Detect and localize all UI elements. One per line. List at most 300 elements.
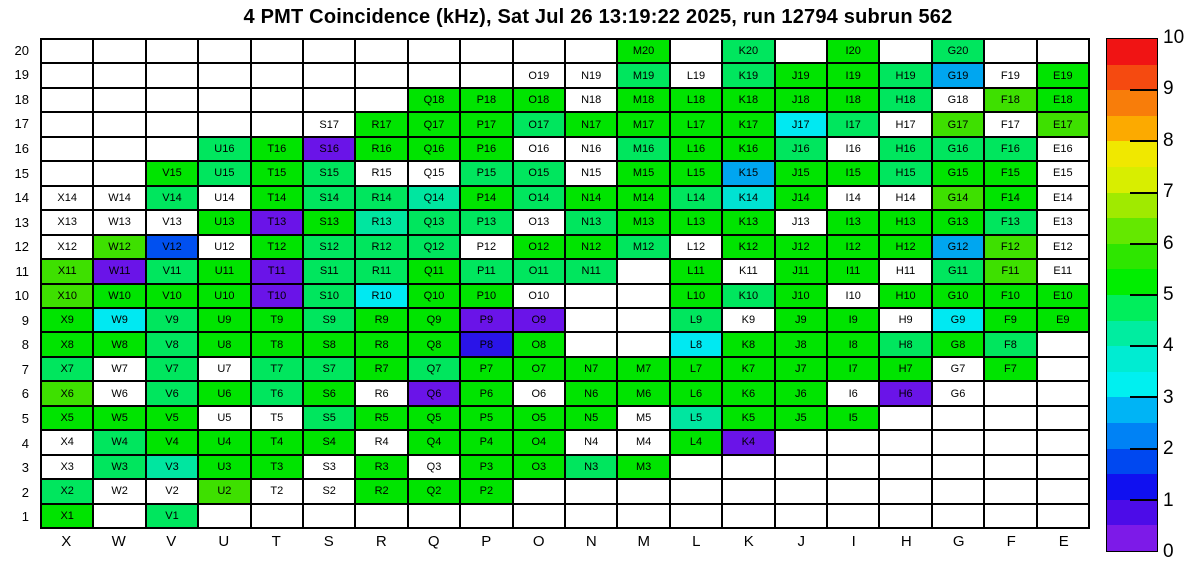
heatmap-cell: V12 — [146, 235, 198, 259]
heatmap-cell: S9 — [303, 308, 355, 332]
heatmap-cell: K18 — [722, 88, 774, 112]
heatmap-cell: T12 — [251, 235, 303, 259]
heatmap-cell: I8 — [827, 332, 879, 356]
heatmap-cell: R12 — [355, 235, 407, 259]
heatmap-cell: S10 — [303, 284, 355, 308]
heatmap-cell — [355, 504, 407, 528]
column-label: S — [323, 533, 334, 550]
heatmap-cell: Q6 — [408, 381, 460, 405]
heatmap-cell — [932, 430, 984, 454]
heatmap-cell: S12 — [303, 235, 355, 259]
heatmap-cell: Q12 — [408, 235, 460, 259]
heatmap-cell: F16 — [984, 137, 1036, 161]
heatmap-cell: F9 — [984, 308, 1036, 332]
heatmap-cell — [670, 479, 722, 503]
heatmap-cell: H15 — [879, 161, 931, 185]
heatmap-cell: J19 — [775, 63, 827, 87]
heatmap-cell: W2 — [93, 479, 145, 503]
heatmap-cell: X2 — [41, 479, 93, 503]
row-label: 16 — [14, 140, 29, 156]
heatmap-cell: L12 — [670, 235, 722, 259]
heatmap-cell: G19 — [932, 63, 984, 87]
heatmap-cell — [722, 455, 774, 479]
heatmap-cell: S3 — [303, 455, 355, 479]
colorbar-band — [1107, 423, 1157, 449]
heatmap-cell — [408, 504, 460, 528]
heatmap-cell: I6 — [827, 381, 879, 405]
heatmap-cell: Q5 — [408, 406, 460, 430]
heatmap-cell: H13 — [879, 210, 931, 234]
heatmap-cell: P11 — [460, 259, 512, 283]
heatmap-cell: T5 — [251, 406, 303, 430]
heatmap-cell: U13 — [198, 210, 250, 234]
heatmap-cell — [879, 39, 931, 63]
row-label: 6 — [21, 386, 29, 402]
x-axis-labels — [40, 533, 1090, 555]
row-label: 14 — [14, 190, 29, 206]
colorbar-tick — [1130, 396, 1157, 398]
heatmap-cell — [251, 39, 303, 63]
heatmap-cell: I16 — [827, 137, 879, 161]
heatmap-cell — [355, 39, 407, 63]
heatmap-cell: P13 — [460, 210, 512, 234]
heatmap-cell: G13 — [932, 210, 984, 234]
heatmap-cell: P6 — [460, 381, 512, 405]
heatmap-cell: P5 — [460, 406, 512, 430]
heatmap-cell: T8 — [251, 332, 303, 356]
heatmap-cell — [670, 504, 722, 528]
colorbar-band — [1107, 167, 1157, 193]
column-label: X — [61, 533, 72, 550]
heatmap-cell: I14 — [827, 186, 879, 210]
heatmap-cell: L8 — [670, 332, 722, 356]
heatmap-cell — [984, 455, 1036, 479]
heatmap-cell: Q13 — [408, 210, 460, 234]
heatmap-cell: E19 — [1037, 63, 1089, 87]
heatmap-cell — [251, 63, 303, 87]
heatmap-cell: W14 — [93, 186, 145, 210]
heatmap-cell: Q2 — [408, 479, 460, 503]
column-label: Q — [427, 533, 440, 550]
heatmap-cell: V8 — [146, 332, 198, 356]
heatmap-cell: E12 — [1037, 235, 1089, 259]
colorbar-tick — [1130, 345, 1157, 347]
heatmap-cell: N19 — [565, 63, 617, 87]
heatmap-cell — [460, 504, 512, 528]
heatmap-cell: H9 — [879, 308, 931, 332]
heatmap-cell — [41, 39, 93, 63]
heatmap-cell: K10 — [722, 284, 774, 308]
heatmap-cell: O15 — [513, 161, 565, 185]
heatmap-cell — [1037, 504, 1089, 528]
heatmap-cell: J8 — [775, 332, 827, 356]
heatmap-cell: E14 — [1037, 186, 1089, 210]
heatmap-cell: N15 — [565, 161, 617, 185]
heatmap-cell — [1037, 430, 1089, 454]
heatmap-cell: G12 — [932, 235, 984, 259]
heatmap-cell: K5 — [722, 406, 774, 430]
colorbar-band — [1107, 474, 1157, 500]
colorbar-band — [1107, 65, 1157, 91]
heatmap-cell: J14 — [775, 186, 827, 210]
heatmap-cell: R6 — [355, 381, 407, 405]
column-label: G — [952, 533, 965, 550]
heatmap-cell: R13 — [355, 210, 407, 234]
column-label: N — [585, 533, 597, 550]
heatmap-cell: I20 — [827, 39, 879, 63]
heatmap-cell: E11 — [1037, 259, 1089, 283]
row-label: 11 — [15, 263, 29, 279]
heatmap-cell: K15 — [722, 161, 774, 185]
colorbar-band — [1107, 449, 1157, 475]
heatmap-cell: F19 — [984, 63, 1036, 87]
colorbar-band — [1107, 39, 1157, 65]
heatmap-cell: T16 — [251, 137, 303, 161]
heatmap-cell: O6 — [513, 381, 565, 405]
column-label: H — [900, 533, 912, 550]
heatmap-cell: J13 — [775, 210, 827, 234]
heatmap-cell — [775, 504, 827, 528]
heatmap-cell — [565, 284, 617, 308]
heatmap-cell — [41, 63, 93, 87]
heatmap-cell — [1037, 39, 1089, 63]
heatmap-cell: U11 — [198, 259, 250, 283]
heatmap-cell: F12 — [984, 235, 1036, 259]
heatmap-cell: L5 — [670, 406, 722, 430]
heatmap-cell: T2 — [251, 479, 303, 503]
heatmap-cell: O9 — [513, 308, 565, 332]
heatmap-cell: X11 — [41, 259, 93, 283]
column-label: I — [851, 533, 856, 550]
heatmap-cell: U4 — [198, 430, 250, 454]
heatmap-cell: P17 — [460, 112, 512, 136]
heatmap-cell: N3 — [565, 455, 617, 479]
column-label: R — [375, 533, 387, 550]
heatmap-cell — [722, 479, 774, 503]
heatmap-cell: P12 — [460, 235, 512, 259]
colorbar-tick — [1130, 499, 1157, 501]
heatmap-cell: U10 — [198, 284, 250, 308]
heatmap-cell — [670, 39, 722, 63]
colorbar-band — [1107, 295, 1157, 321]
column-label: U — [218, 533, 230, 550]
heatmap-cell: X8 — [41, 332, 93, 356]
heatmap-cell: W11 — [93, 259, 145, 283]
heatmap-cell: J10 — [775, 284, 827, 308]
heatmap-cell — [775, 39, 827, 63]
heatmap-cell: N5 — [565, 406, 617, 430]
heatmap-cell: U6 — [198, 381, 250, 405]
heatmap-cell: K11 — [722, 259, 774, 283]
heatmap-cell: Q8 — [408, 332, 460, 356]
heatmap-cell — [513, 479, 565, 503]
heatmap-cell: M15 — [617, 161, 669, 185]
heatmap-cell: M12 — [617, 235, 669, 259]
heatmap-cell: H7 — [879, 357, 931, 381]
heatmap-cell — [879, 455, 931, 479]
heatmap-cell — [1037, 332, 1089, 356]
heatmap-cell: M13 — [617, 210, 669, 234]
column-label: V — [166, 533, 177, 550]
heatmap-cell — [932, 504, 984, 528]
heatmap-cell: U7 — [198, 357, 250, 381]
heatmap-cell — [1037, 406, 1089, 430]
heatmap-cell: T15 — [251, 161, 303, 185]
heatmap-cell: Q4 — [408, 430, 460, 454]
column-label: O — [532, 533, 545, 550]
heatmap-cell: I10 — [827, 284, 879, 308]
heatmap-cell — [303, 39, 355, 63]
heatmap-cell — [617, 504, 669, 528]
heatmap-cell: V10 — [146, 284, 198, 308]
heatmap-cell — [617, 332, 669, 356]
heatmap-cell: X7 — [41, 357, 93, 381]
column-label: P — [481, 533, 492, 550]
heatmap-cell: V11 — [146, 259, 198, 283]
heatmap-cell: I18 — [827, 88, 879, 112]
heatmap-cell — [565, 308, 617, 332]
heatmap-cell: I19 — [827, 63, 879, 87]
heatmap-cell: U8 — [198, 332, 250, 356]
heatmap-cell: M17 — [617, 112, 669, 136]
colorbar-tick — [1130, 89, 1157, 91]
colorbar-tick-label: 6 — [1163, 232, 1174, 254]
row-label: 3 — [21, 460, 29, 476]
heatmap-cell: R17 — [355, 112, 407, 136]
heatmap-cell: O11 — [513, 259, 565, 283]
heatmap-cell: Q7 — [408, 357, 460, 381]
heatmap-cell: T6 — [251, 381, 303, 405]
heatmap-cell: J6 — [775, 381, 827, 405]
heatmap-cell: H17 — [879, 112, 931, 136]
heatmap-cell: W6 — [93, 381, 145, 405]
heatmap-cell: G17 — [932, 112, 984, 136]
heatmap-cell: R11 — [355, 259, 407, 283]
heatmap-cell: Q18 — [408, 88, 460, 112]
heatmap-cell — [565, 504, 617, 528]
heatmap-cell — [460, 39, 512, 63]
heatmap-cell: R4 — [355, 430, 407, 454]
heatmap-cell: O12 — [513, 235, 565, 259]
heatmap-cell: V4 — [146, 430, 198, 454]
colorbar-tick-label: 7 — [1163, 181, 1174, 203]
heatmap-cell: L16 — [670, 137, 722, 161]
heatmap-cell: F7 — [984, 357, 1036, 381]
heatmap-cell — [198, 504, 250, 528]
heatmap-cell — [984, 430, 1036, 454]
heatmap-cell: S6 — [303, 381, 355, 405]
heatmap-cell: N14 — [565, 186, 617, 210]
heatmap-cell: K13 — [722, 210, 774, 234]
heatmap-cell — [565, 479, 617, 503]
heatmap-cell — [775, 455, 827, 479]
heatmap-cell: W13 — [93, 210, 145, 234]
heatmap-cell: M18 — [617, 88, 669, 112]
heatmap-cell: I17 — [827, 112, 879, 136]
heatmap-cell: F10 — [984, 284, 1036, 308]
heatmap-cell: X4 — [41, 430, 93, 454]
heatmap-cell: P3 — [460, 455, 512, 479]
heatmap-cell — [146, 137, 198, 161]
heatmap-cell — [617, 284, 669, 308]
heatmap-cell — [93, 39, 145, 63]
heatmap-cell: X5 — [41, 406, 93, 430]
heatmap-cell — [146, 63, 198, 87]
heatmap-cell: S11 — [303, 259, 355, 283]
heatmap-cell: I9 — [827, 308, 879, 332]
y-axis-labels — [0, 38, 33, 529]
heatmap-cell: E13 — [1037, 210, 1089, 234]
heatmap-cell: V7 — [146, 357, 198, 381]
heatmap-cell: F14 — [984, 186, 1036, 210]
heatmap-cell: Q16 — [408, 137, 460, 161]
heatmap-cell: O8 — [513, 332, 565, 356]
heatmap-cell: P10 — [460, 284, 512, 308]
heatmap-cell: L14 — [670, 186, 722, 210]
heatmap-cell — [93, 112, 145, 136]
heatmap-cell: X12 — [41, 235, 93, 259]
heatmap-cell: M7 — [617, 357, 669, 381]
heatmap-cell — [93, 88, 145, 112]
heatmap-cell: E10 — [1037, 284, 1089, 308]
heatmap-cell — [879, 504, 931, 528]
heatmap-cell: R8 — [355, 332, 407, 356]
heatmap-cell: V3 — [146, 455, 198, 479]
heatmap-cell: M6 — [617, 381, 669, 405]
heatmap-cell: G10 — [932, 284, 984, 308]
heatmap-cell — [146, 88, 198, 112]
heatmap-cell: O18 — [513, 88, 565, 112]
heatmap-cell: H16 — [879, 137, 931, 161]
heatmap-cell: S5 — [303, 406, 355, 430]
heatmap-cell: W9 — [93, 308, 145, 332]
heatmap-cell: W4 — [93, 430, 145, 454]
heatmap-cell: V13 — [146, 210, 198, 234]
colorbar-band — [1107, 218, 1157, 244]
heatmap-cell: K14 — [722, 186, 774, 210]
colorbar-band — [1107, 372, 1157, 398]
heatmap-cell: W8 — [93, 332, 145, 356]
heatmap-cell — [827, 504, 879, 528]
heatmap-cell — [93, 161, 145, 185]
colorbar-band — [1107, 116, 1157, 142]
heatmap-cell: O10 — [513, 284, 565, 308]
heatmap-cell — [565, 39, 617, 63]
row-label: 19 — [14, 67, 29, 83]
heatmap-cell — [93, 137, 145, 161]
colorbar-tick — [1130, 192, 1157, 194]
heatmap-cell — [827, 430, 879, 454]
heatmap-cell: N11 — [565, 259, 617, 283]
column-label: W — [111, 533, 126, 550]
colorbar-tick-label: 0 — [1163, 541, 1174, 562]
heatmap-cell: P16 — [460, 137, 512, 161]
heatmap-cell — [617, 308, 669, 332]
heatmap-cell — [146, 39, 198, 63]
heatmap-cell: K6 — [722, 381, 774, 405]
heatmap-cell: P2 — [460, 479, 512, 503]
heatmap-cell: P15 — [460, 161, 512, 185]
heatmap-cell — [1037, 381, 1089, 405]
heatmap-cell: W5 — [93, 406, 145, 430]
heatmap-cell: X14 — [41, 186, 93, 210]
heatmap-cell: U12 — [198, 235, 250, 259]
heatmap-cell: J9 — [775, 308, 827, 332]
colorbar-band — [1107, 397, 1157, 423]
heatmap-cell: J7 — [775, 357, 827, 381]
heatmap-cell: M19 — [617, 63, 669, 87]
heatmap-cell: Q14 — [408, 186, 460, 210]
heatmap-cell: K4 — [722, 430, 774, 454]
heatmap-cell: J15 — [775, 161, 827, 185]
heatmap-cell: N4 — [565, 430, 617, 454]
heatmap-cell: N13 — [565, 210, 617, 234]
heatmap-cell: E16 — [1037, 137, 1089, 161]
heatmap-cell: T13 — [251, 210, 303, 234]
colorbar-band — [1107, 269, 1157, 295]
heatmap-cell — [775, 479, 827, 503]
row-label: 18 — [14, 91, 29, 107]
heatmap-cell — [460, 63, 512, 87]
heatmap-cell — [932, 406, 984, 430]
heatmap-cell: K7 — [722, 357, 774, 381]
heatmap-cell — [670, 455, 722, 479]
colorbar-band — [1107, 500, 1157, 526]
colorbar-band — [1107, 321, 1157, 347]
colorbar-tick-label: 3 — [1163, 386, 1174, 408]
heatmap-cell — [984, 381, 1036, 405]
heatmap-cell: R16 — [355, 137, 407, 161]
heatmap-cell: H6 — [879, 381, 931, 405]
heatmap-cell: J11 — [775, 259, 827, 283]
heatmap-cell: T11 — [251, 259, 303, 283]
heatmap-cell: G14 — [932, 186, 984, 210]
column-label: J — [797, 533, 805, 550]
colorbar — [1106, 38, 1158, 552]
heatmap-cell: P7 — [460, 357, 512, 381]
colorbar-band — [1107, 141, 1157, 167]
heatmap-cell: K9 — [722, 308, 774, 332]
heatmap-cell: P8 — [460, 332, 512, 356]
heatmap-cell — [879, 430, 931, 454]
colorbar-tick-label: 5 — [1163, 284, 1174, 305]
heatmap-cell: I11 — [827, 259, 879, 283]
heatmap-cell: K12 — [722, 235, 774, 259]
heatmap-cell: L6 — [670, 381, 722, 405]
heatmap-cell: V15 — [146, 161, 198, 185]
heatmap-cell: G9 — [932, 308, 984, 332]
heatmap-cell — [617, 259, 669, 283]
heatmap-cell: R15 — [355, 161, 407, 185]
heatmap-cell: N16 — [565, 137, 617, 161]
heatmap-cell: M3 — [617, 455, 669, 479]
heatmap-cell — [984, 504, 1036, 528]
heatmap-cell: R5 — [355, 406, 407, 430]
colorbar-band — [1107, 525, 1157, 551]
heatmap-cell: E17 — [1037, 112, 1089, 136]
heatmap-cell — [513, 39, 565, 63]
heatmap-cell: T14 — [251, 186, 303, 210]
row-label: 5 — [21, 411, 29, 427]
heatmap-cell: L13 — [670, 210, 722, 234]
row-label: 8 — [21, 337, 29, 353]
heatmap-cell — [879, 406, 931, 430]
heatmap-cell: F13 — [984, 210, 1036, 234]
heatmap-cell: G11 — [932, 259, 984, 283]
colorbar-tick-labels — [1163, 27, 1196, 562]
heatmap-cell: E18 — [1037, 88, 1089, 112]
heatmap-cell: Q15 — [408, 161, 460, 185]
